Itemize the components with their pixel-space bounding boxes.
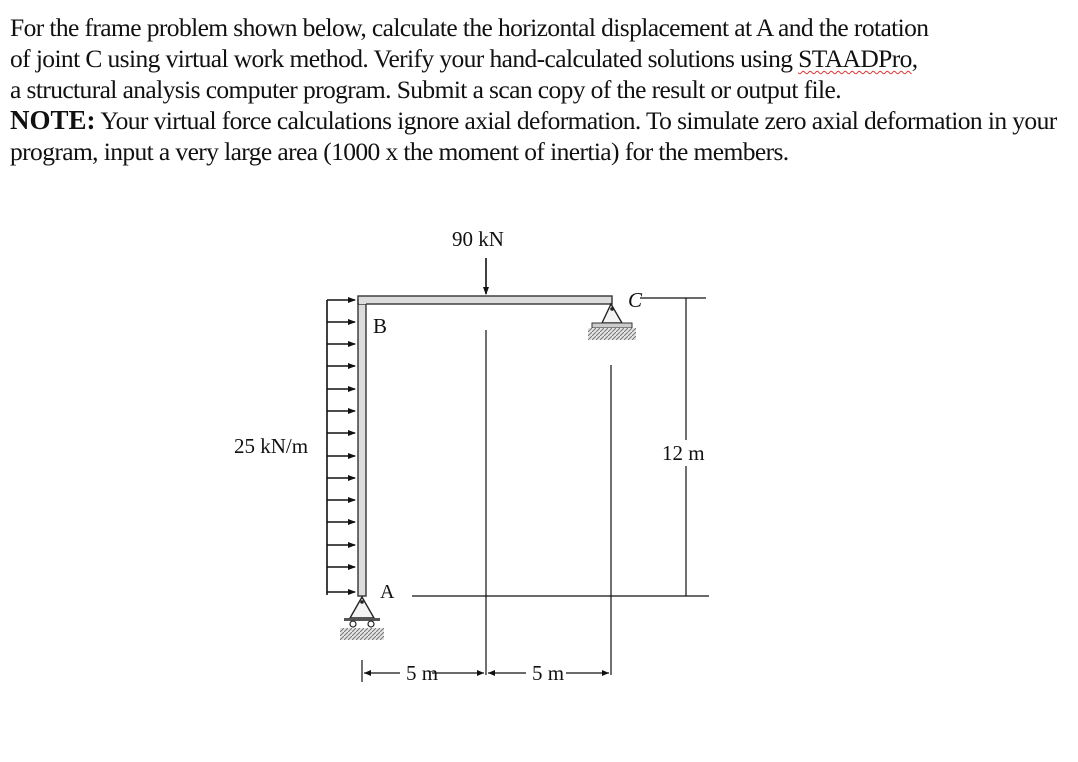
distributed-load bbox=[327, 300, 355, 595]
span-right-label: 5 m bbox=[532, 661, 565, 685]
height-dimension-label: 12 m bbox=[662, 441, 705, 465]
program-name: STAADPro bbox=[798, 44, 912, 73]
point-load-label: 90 kN bbox=[452, 227, 504, 251]
frame-corner-b bbox=[359, 297, 366, 304]
note-label: NOTE: bbox=[10, 105, 96, 135]
problem-line-2-text: of joint C using virtual work method. Verify your hand-calculated solutions using bbox=[10, 44, 799, 73]
joint-c-label: C bbox=[628, 288, 643, 312]
column-ab bbox=[358, 300, 366, 596]
distributed-load-label: 25 kN/m bbox=[234, 434, 309, 458]
joint-a-label: A bbox=[380, 581, 395, 603]
beam-bc bbox=[358, 296, 612, 304]
problem-line-2-suffix: , bbox=[911, 44, 918, 73]
frame-members bbox=[358, 296, 612, 596]
dimension-lines bbox=[362, 298, 709, 682]
note-text: Your virtual force calculations ignore axial deformation. To simulate zero axial deformation in your program, input a very large area (1000 x the moment of inertia) for the members. bbox=[10, 106, 1057, 166]
span-left-label: 5 m bbox=[406, 661, 439, 685]
roller-support-a bbox=[340, 597, 384, 640]
joint-b-label: B bbox=[373, 314, 388, 338]
problem-line-1: For the frame problem shown below, calculate the horizontal displacement at A and the rotation bbox=[10, 13, 929, 42]
problem-line-3: a structural analysis computer program. Submit a scan copy of the result or output file. bbox=[10, 75, 841, 104]
